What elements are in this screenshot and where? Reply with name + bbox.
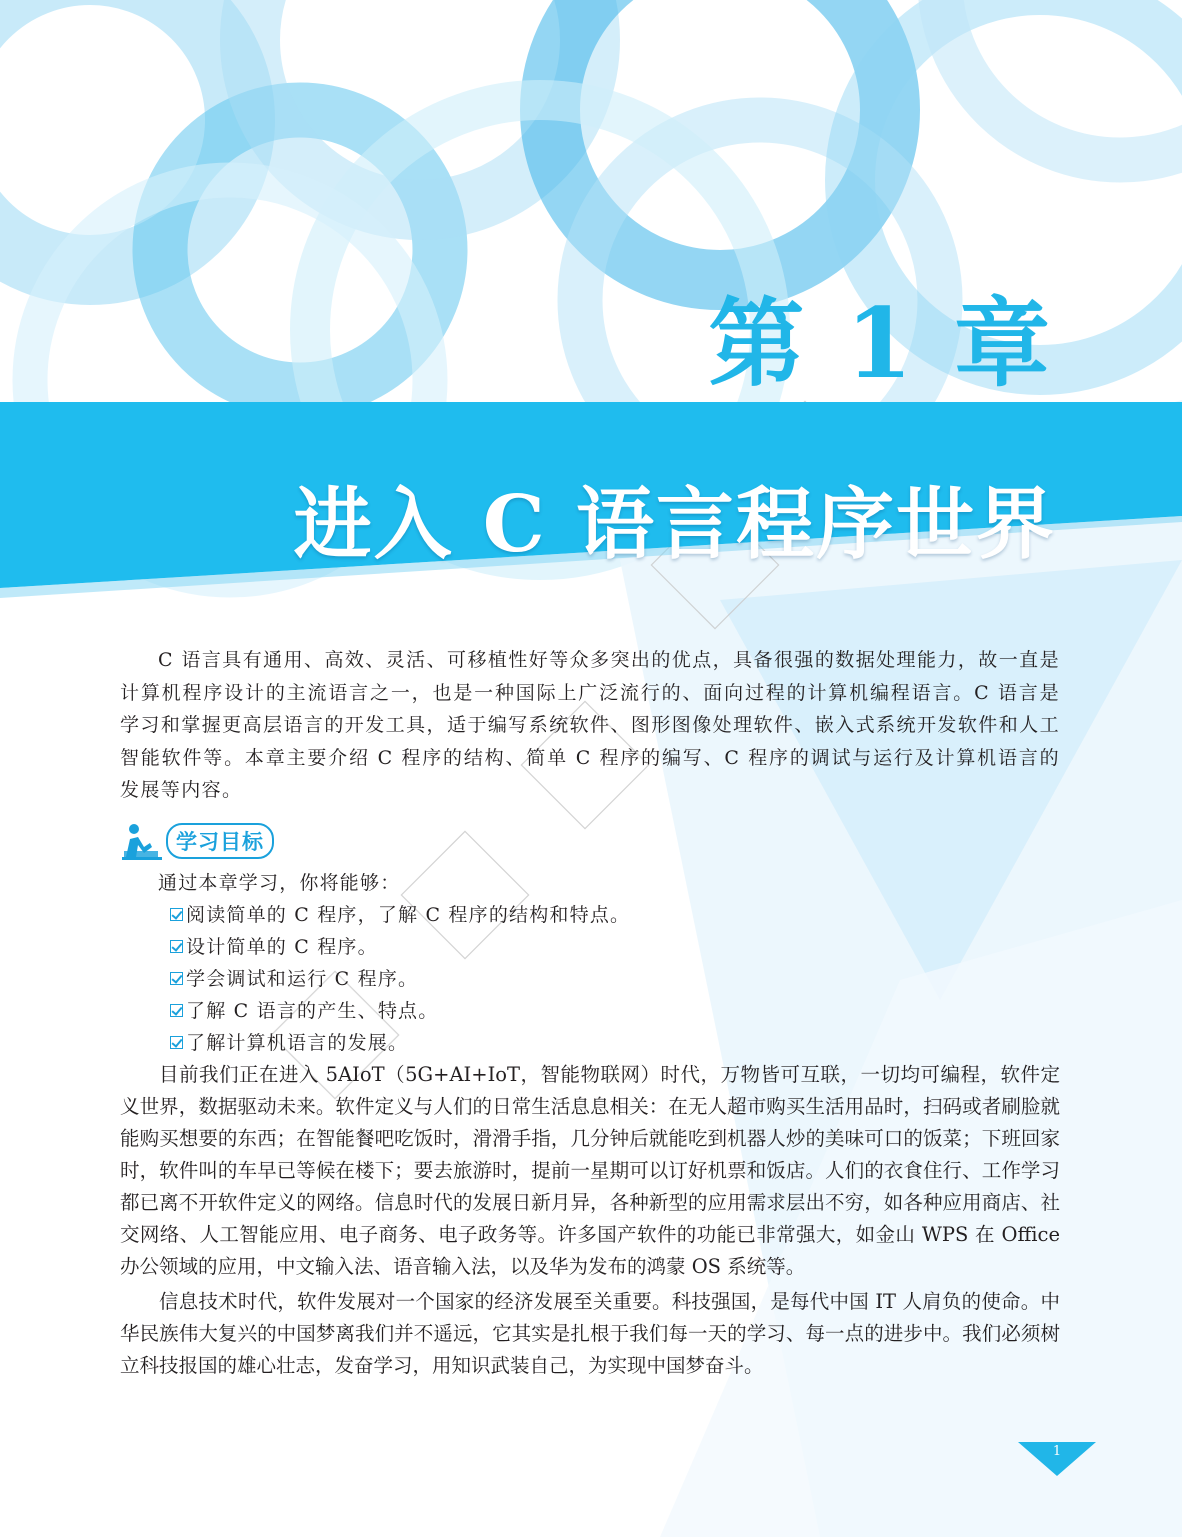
body-paragraph: 目前我们正在进入 5AIoT（5G+AI+IoT，智能物联网）时代，万物皆可互联，一切均可编程，软件定义世界，数据驱动未来。软件定义与人们的日常生活息息相关：在无人超市购买生活用品时，扫码或者刷脸就能购买想要的东西；在智能餐吧吃饭时，滑滑手指，几分钟后就能吃到机器人炒的美味可口的饭菜；下班回家时，软件叫的车早已等候在楼下；要去旅游时，提前一星期可以订好机票和饭店。人们的衣食住行、工作学习都已离不开软件定义的网络。信息时代的发展日新月异，各种新型的应用需求层出不穷，如各种应用商店、社交网络、人工智能应用、电子商务、电子政务等。许多国产软件的功能已非常强大，如金山 WPS 在 Office 办公领域的应用，中文输入法、语音输入法，以及华为发布的鸿蒙 OS 系统等。	[120, 1062, 1060, 1278]
checkbox-icon	[170, 1004, 183, 1017]
page-content	[120, 644, 1060, 1382]
goal-item: 了解 C 语言的产生、特点。	[120, 995, 1060, 1027]
checkbox-icon	[170, 972, 183, 985]
checkbox-icon	[170, 908, 183, 921]
goal-item: 了解计算机语言的发展。	[120, 1027, 1060, 1059]
goal-item: 阅读简单的 C 程序，了解 C 程序的结构和特点。	[120, 899, 1060, 931]
goal-item: 设计简单的 C 程序。	[120, 931, 1060, 963]
learning-person-icon	[120, 821, 164, 861]
goals-lead: 通过本章学习，你将能够：	[158, 871, 401, 894]
body-paragraph: 信息技术时代，软件发展对一个国家的经济发展至关重要。科技强国，是每代中国 IT 人肩负的使命。中华民族伟大复兴的中国梦离我们并不遥远，它其实是扎根于我们每一天的学习、每一点的进步中。我们必须树立科技报国的雄心壮志，发奋学习，用知识武装自己，为实现中国梦奋斗。	[120, 1289, 1060, 1377]
page-number: 1	[1052, 1444, 1062, 1459]
goal-item: 学会调试和运行 C 程序。	[120, 963, 1060, 995]
chapter-title: 进入 C 语言程序世界	[293, 479, 1056, 570]
goals-heading-label: 学习目标	[166, 823, 274, 859]
intro-paragraph: C 语言具有通用、高效、灵活、可移植性好等众多突出的优点，具备很强的数据处理能力，故一直是计算机程序设计的主流语言之一，也是一种国际上广泛流行的、面向过程的计算机编程语言。C 语言是学习和掌握更高层语言的开发工具，适于编写系统软件、图形图像处理软件、嵌入式系统开发软件和人工智能软件等。本章主要介绍 C 程序的结构、简单 C 程序的编写、C 程序的调试与运行及计算机语言的发展等内容。	[120, 649, 1060, 801]
page-number-badge	[1018, 1440, 1096, 1480]
chapter-number: 第 1 章	[708, 287, 1054, 400]
goals-heading	[120, 819, 1060, 863]
checkbox-icon	[170, 1036, 183, 1049]
checkbox-icon	[170, 940, 183, 953]
goals-list	[120, 899, 1060, 1059]
